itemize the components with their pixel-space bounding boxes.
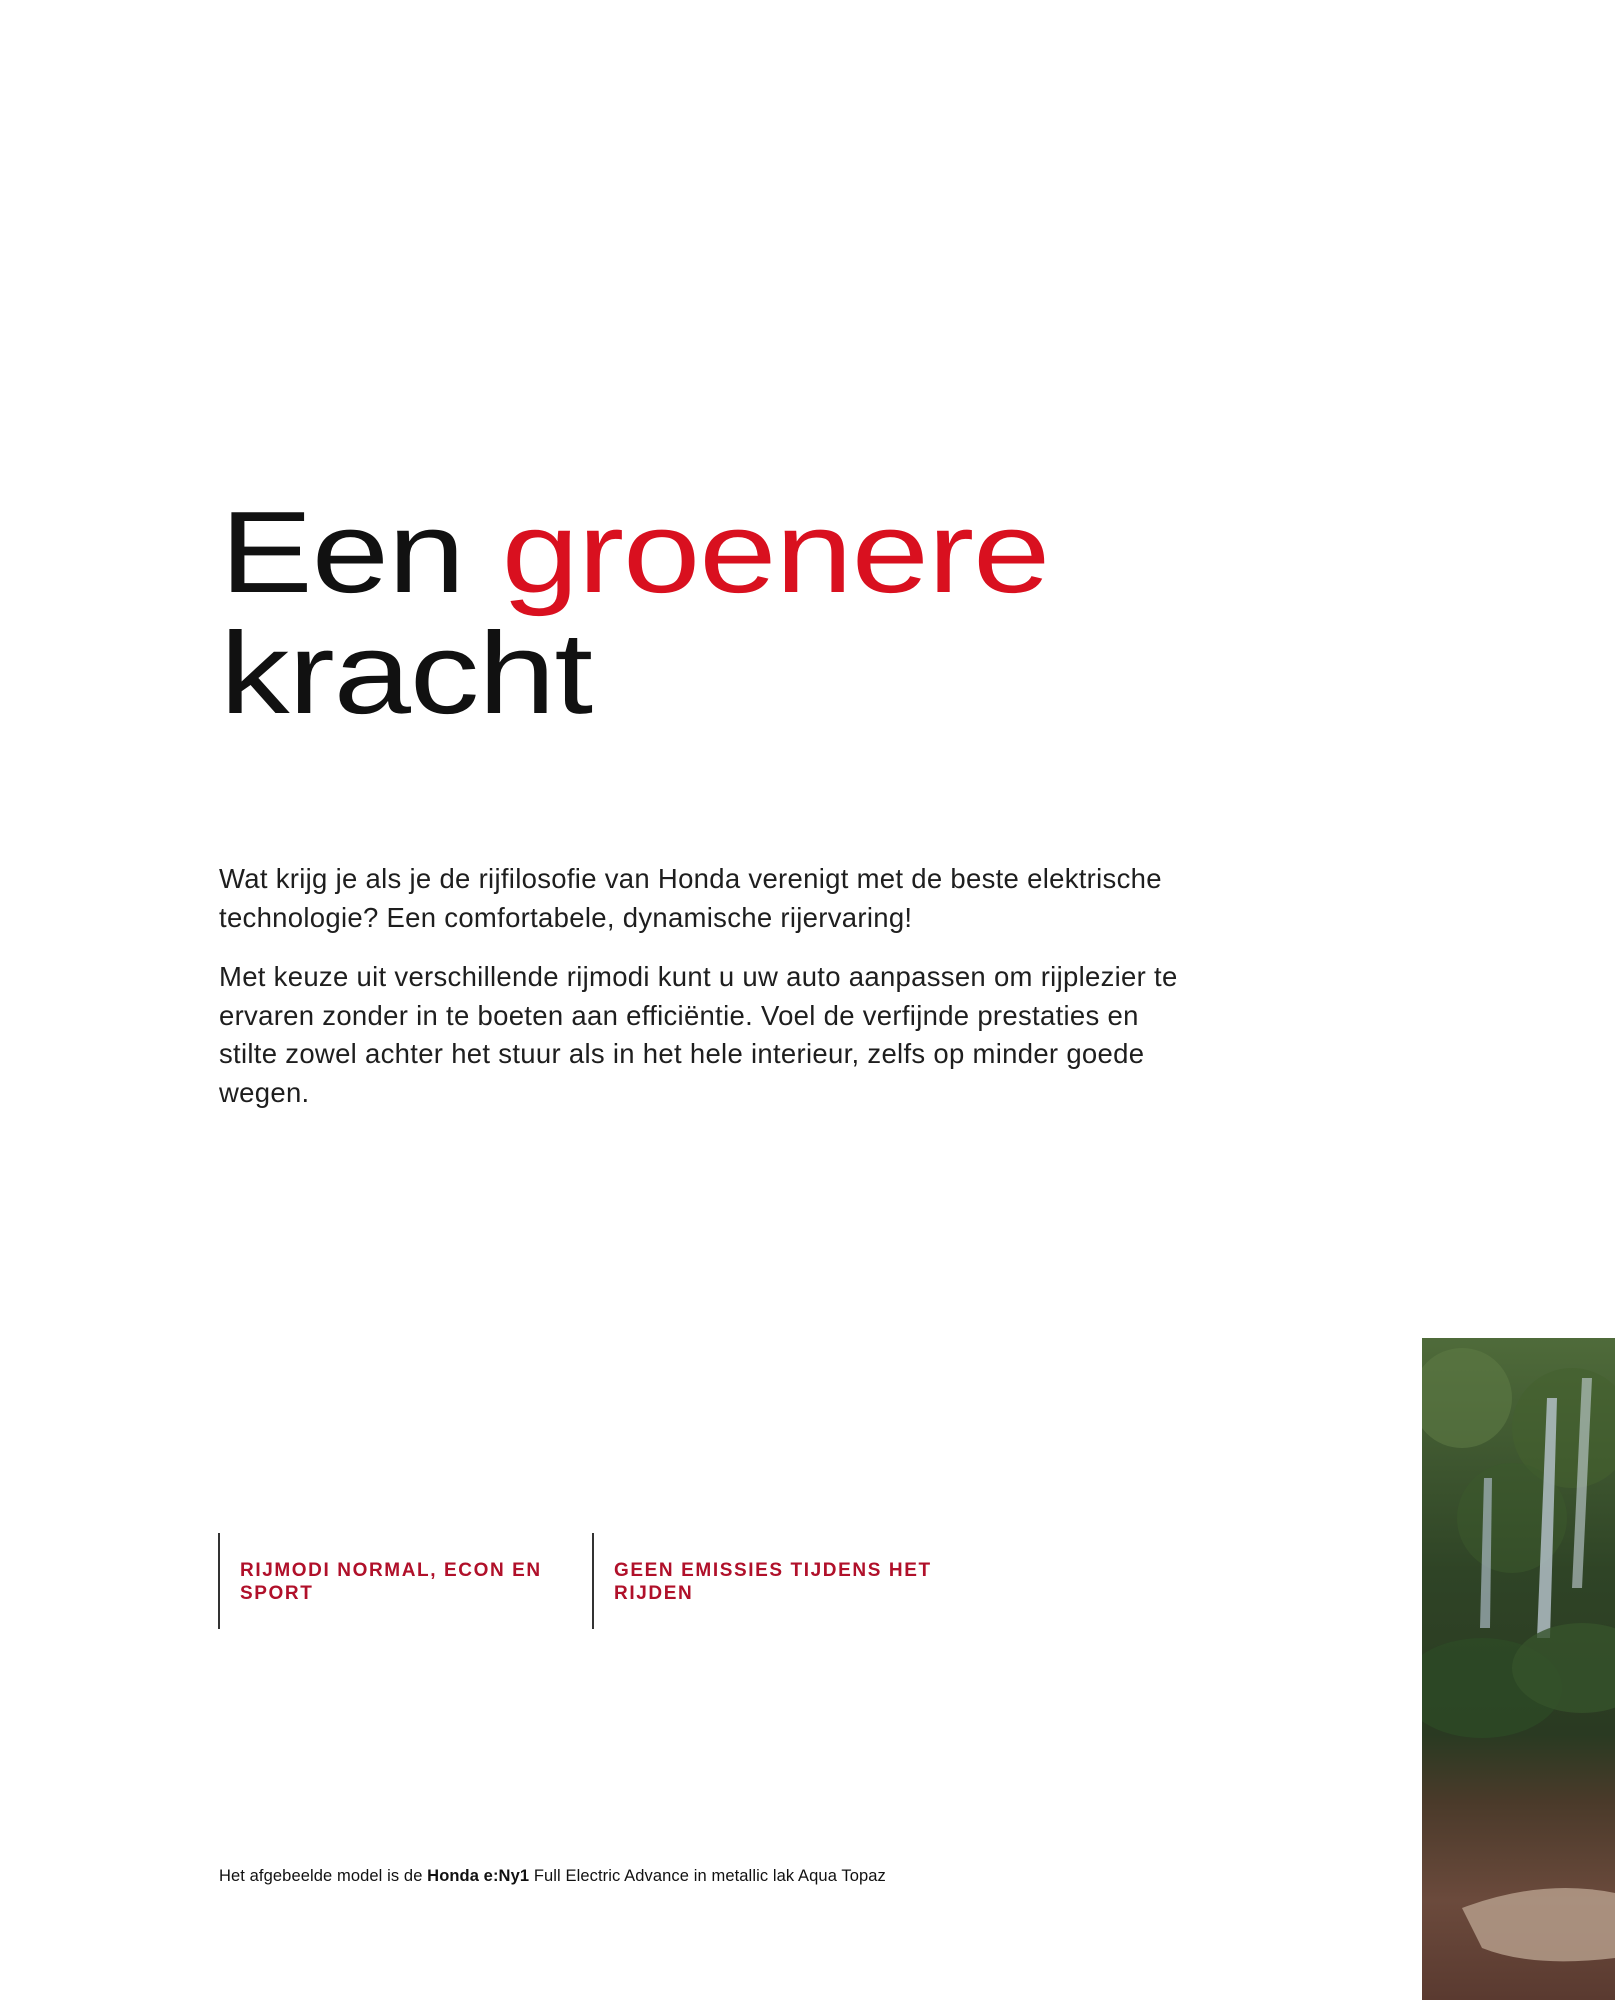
feature-zero-emissions (592, 1533, 952, 1629)
forest-photo (1422, 1338, 1615, 2000)
footnote-model: Honda e:Ny1 (427, 1867, 530, 1885)
intro-text (219, 860, 1179, 1133)
footnote (219, 1867, 886, 1886)
intro-paragraph-1: Wat krijg je als je de rijfilosofie van Honda verenigt met de beste elektrische technologie? Een comfortabele, dynamische rijervaring! (219, 863, 1162, 933)
title-accent-word: groenere (501, 487, 1050, 617)
footnote-prefix: Het afgebeelde model is de (219, 1867, 423, 1885)
forest-photo-icon (1422, 1338, 1615, 2000)
title-word-een: Een (220, 487, 465, 617)
feature-label: GEEN EMISSIES TIJDENS HET RIJDEN (614, 1560, 932, 1604)
feature-drive-modes (218, 1533, 578, 1629)
intro-paragraph-2: Met keuze uit verschillende rijmodi kunt u uw auto aanpassen om rijplezier te ervaren zonder in te boeten aan efficiëntie. Voel de verfijnde prestaties en stilte zowel achter het stuur als in het hele interieur, zelfs op minder goede wegen. (219, 961, 1178, 1108)
title-word-kracht: kracht (220, 608, 592, 738)
feature-label: RIJMODI NORMAL, ECON EN SPORT (240, 1560, 542, 1604)
footnote-suffix: Full Electric Advance in metallic lak Aqua Topaz (533, 1867, 886, 1885)
page-title (220, 487, 1050, 738)
